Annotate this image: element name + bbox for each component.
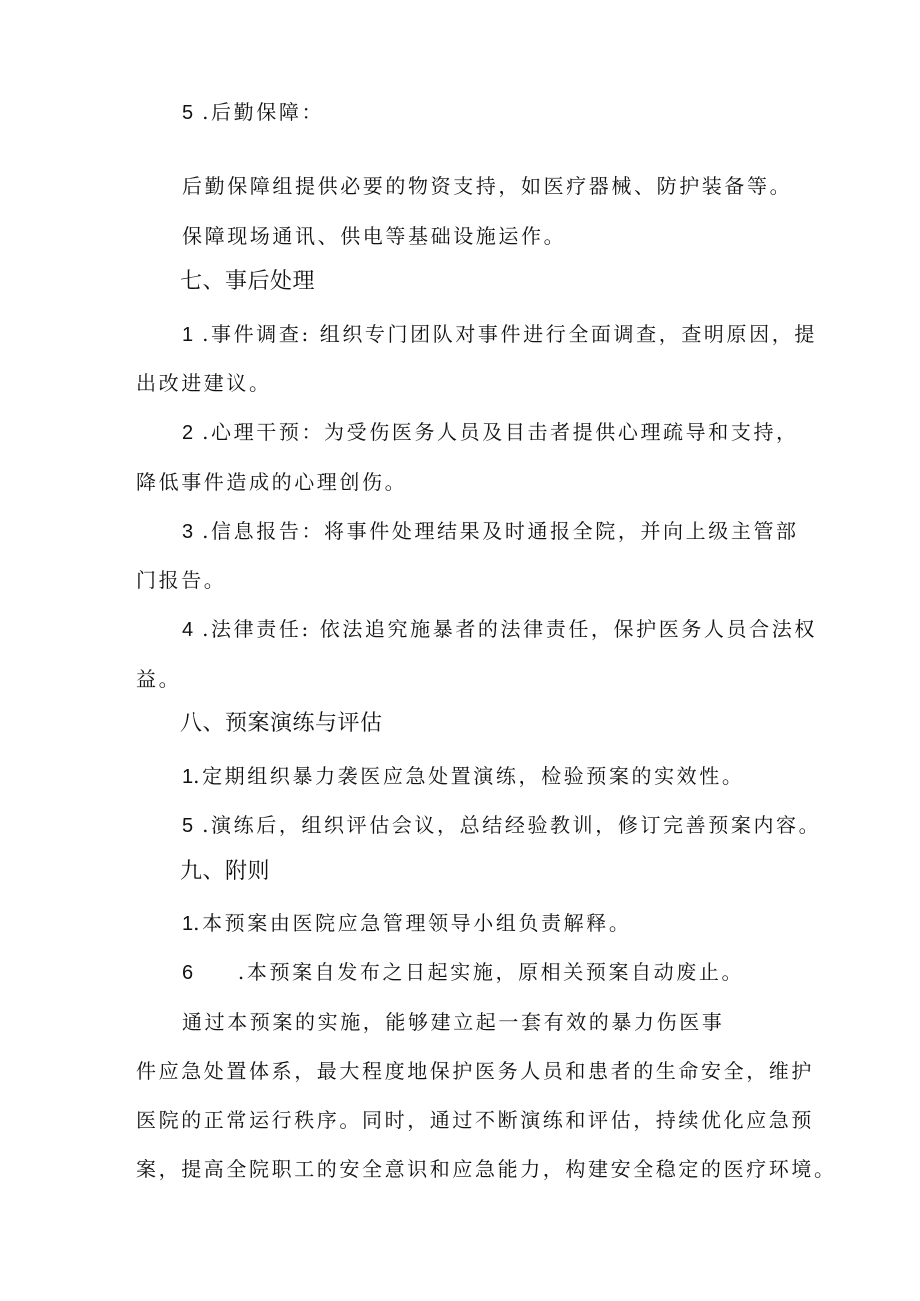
paragraph-text: 出改进建议。 <box>136 371 272 395</box>
paragraph-line <box>182 222 566 250</box>
paragraph-line <box>136 1106 814 1134</box>
section-heading-aftermath <box>180 268 315 296</box>
heading-text: 八、预案演练与评估 <box>180 711 383 736</box>
item-text: .本预案自发布之日起实施，原相关预案自动废止。 <box>193 960 745 984</box>
paragraph-text: 后勤保障组提供必要的物资支持，如医疗器械、防护装备等。 <box>182 174 793 198</box>
list-item <box>182 762 744 791</box>
item-number: 3 <box>182 521 194 543</box>
list-item <box>182 517 799 546</box>
item-number: 5 <box>182 815 194 837</box>
item-number: 5 <box>182 102 194 124</box>
item-text: .演练后，组织评估会议，总结经验教训，修订完善预案内容。 <box>193 813 822 837</box>
paragraph-text: 门报告。 <box>136 568 227 592</box>
list-item <box>182 615 817 644</box>
list-item <box>182 811 821 840</box>
item-number: 6 <box>182 962 194 984</box>
item-number: 1 <box>182 324 194 346</box>
list-item <box>182 909 631 938</box>
section-heading-drills <box>180 710 383 738</box>
paragraph-line <box>182 172 792 200</box>
section-heading-appendix <box>180 858 270 886</box>
heading-text: 九、附则 <box>180 859 271 884</box>
paragraph-line <box>136 665 181 693</box>
list-item <box>182 320 817 349</box>
item-text: .本预案由医院应急管理领导小组负责解释。 <box>193 911 632 935</box>
item-number: 2 <box>182 422 194 444</box>
paragraph-line <box>136 468 407 496</box>
item-text: .信息报告：将事件处理结果及时通报全院，并向上级主管部 <box>193 519 799 543</box>
paragraph-line <box>136 369 272 397</box>
paragraph-line <box>136 1057 814 1085</box>
paragraph-text: 降低事件造成的心理创伤。 <box>136 470 408 494</box>
item-number: 1 <box>182 913 194 935</box>
list-item <box>182 418 799 447</box>
paragraph-line <box>182 1008 724 1036</box>
item-text: .后勤保障： <box>193 100 325 124</box>
paragraph-line <box>136 566 226 594</box>
heading-text: 七、事后处理 <box>180 269 316 294</box>
paragraph-text: 通过本预案的实施，能够建立起一套有效的暴力伤医事 <box>182 1010 725 1034</box>
item-text: .心理干预：为受伤医务人员及目击者提供心理疏导和支持， <box>193 420 799 444</box>
paragraph-line <box>136 1155 837 1183</box>
paragraph-text: 案，提高全院职工的安全意识和应急能力，构建安全稳定的医疗环境。 <box>136 1157 837 1181</box>
item-text: .法律责任: 依法追究施暴者的法律责任，保护医务人员合法权 <box>193 617 817 641</box>
paragraph-text: 保障现场通讯、供电等基础设施运作。 <box>182 224 567 248</box>
paragraph-text: 医院的正常运行秩序。同时，通过不断演练和评估，持续优化应急预 <box>136 1108 814 1132</box>
list-item <box>182 958 744 987</box>
item-number: 4 <box>182 619 194 641</box>
paragraph-text: 件应急处置体系，最大程度地保护医务人员和患者的生命安全，维护 <box>136 1059 814 1083</box>
item-text: .事件调查: 组织专门团队对事件进行全面调查，查明原因，提 <box>193 322 817 346</box>
paragraph-text: 益。 <box>136 667 182 691</box>
subsection-logistics <box>182 98 324 127</box>
item-number: 1 <box>182 766 194 788</box>
item-text: .定期组织暴力袭医应急处置演练，检验预案的实效性。 <box>193 764 745 788</box>
